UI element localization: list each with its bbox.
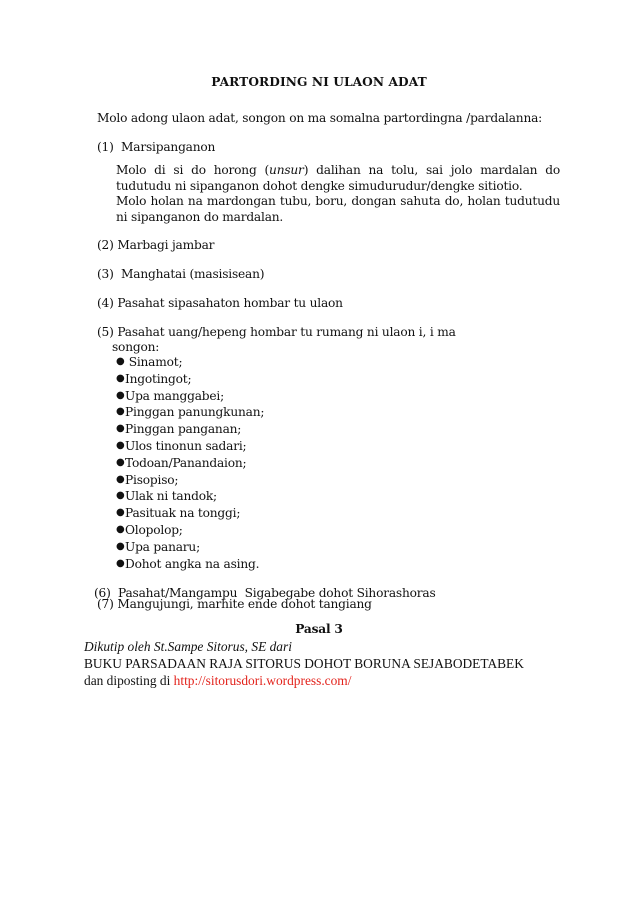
bullet-icon: ● xyxy=(116,473,125,485)
bullet-icon: ● xyxy=(116,557,125,569)
item-7-label: Mangujungi, marhite ende dohot tangiang xyxy=(117,597,372,611)
list-item: ● Pisopiso; xyxy=(116,472,179,487)
bullet-icon: ● xyxy=(116,389,125,401)
item-1-label: Marsipanganon xyxy=(121,140,216,154)
list-item: ● Upa panaru; xyxy=(116,539,200,554)
bullet-icon: ● xyxy=(116,372,125,384)
list-item: ● Ulos tinonun sadari; xyxy=(116,438,247,453)
item-6-label: Pasahat/Mangampu Sigabegabe dohot Sihorashoras xyxy=(118,586,436,600)
item-4-label: Pasahat sipasahaton hombar tu ulaon xyxy=(117,296,343,310)
blog-link[interactable]: http://sitorusdori.wordpress.com/ xyxy=(173,673,352,688)
item-1-number: (1) xyxy=(97,140,114,154)
item-3-label: Manghatai (masisisean) xyxy=(121,267,265,281)
list-item: ● Pasituak na tonggi; xyxy=(116,506,241,521)
list-item: ● Olopolop; xyxy=(116,522,183,537)
item-7-line xyxy=(97,597,372,611)
list-item: ● Pinggan panganan; xyxy=(116,422,242,437)
item-2 xyxy=(97,238,214,252)
item-5-line-2: songon: xyxy=(112,340,160,354)
item-5 xyxy=(97,325,456,339)
bullet-icon: ● xyxy=(116,523,125,535)
list-item: ● Dohot angka na asing. xyxy=(116,556,260,571)
item-1-paragraph-1: Molo di si do horong (unsur) dalihan na tolu, sai jolo mardalan do tudutudu ni sipanganon dohot dengke simudurudur/dengke sitiotio. xyxy=(116,163,560,193)
item-1-paragraph-2: Molo holan na mardongan tubu, boru, dongan sahuta do, holan tudutudu ni sipanganon do mardalan. xyxy=(116,194,560,224)
posted-prefix: dan diposting di xyxy=(84,673,174,688)
posted-line xyxy=(84,673,351,689)
list-item: ● Todoan/Panandaion; xyxy=(116,455,247,470)
bullet-icon: ● xyxy=(116,490,125,502)
item-6-number: (6) xyxy=(94,586,111,600)
item-4 xyxy=(97,296,343,310)
bullet-icon: ● xyxy=(116,356,125,367)
list-item: ● Ingotingot; xyxy=(116,371,192,386)
book-title: BUKU PARSADAAN RAJA SITORUS DOHOT BORUNA SEJABODETABEK xyxy=(84,656,524,671)
bullet-icon: ● xyxy=(116,507,125,519)
item-1 xyxy=(97,140,215,154)
bullet-icon: ● xyxy=(116,456,125,468)
list-item: ● Pinggan panungkunan; xyxy=(116,405,265,420)
bullet-icon: ● xyxy=(116,423,125,435)
bullet-icon: ● xyxy=(116,439,125,451)
item-5-line-1: Pasahat uang/hepeng hombar tu rumang ni ulaon i, i ma xyxy=(117,325,456,339)
item-5-bullet-list xyxy=(116,354,264,572)
item-4-number: (4) xyxy=(97,296,114,310)
bullet-icon: ● xyxy=(116,540,125,552)
item-5-number: (5) xyxy=(97,325,114,339)
list-item: ● Sinamot; xyxy=(116,355,183,369)
item-3 xyxy=(97,267,264,281)
intro-text: Molo adong ulaon adat, songon on ma somalna partordingna /pardalanna: xyxy=(97,111,543,125)
bullet-icon: ● xyxy=(116,406,125,418)
list-item: ● Ulak ni tandok; xyxy=(116,489,217,504)
credit-line: Dikutip oleh St.Sampe Sitorus, SE dari xyxy=(84,639,292,654)
item-3-number: (3) xyxy=(97,267,114,281)
item-2-number: (2) xyxy=(97,238,114,252)
unsur-italic: unsur xyxy=(269,163,304,177)
list-item: ● Upa manggabei; xyxy=(116,388,224,403)
item-7-number: (7) xyxy=(97,597,114,611)
item-2-label: Marbagi jambar xyxy=(117,238,215,252)
document-title: PARTORDING NI ULAON ADAT xyxy=(211,75,427,89)
pasal-heading: Pasal 3 xyxy=(295,622,343,636)
